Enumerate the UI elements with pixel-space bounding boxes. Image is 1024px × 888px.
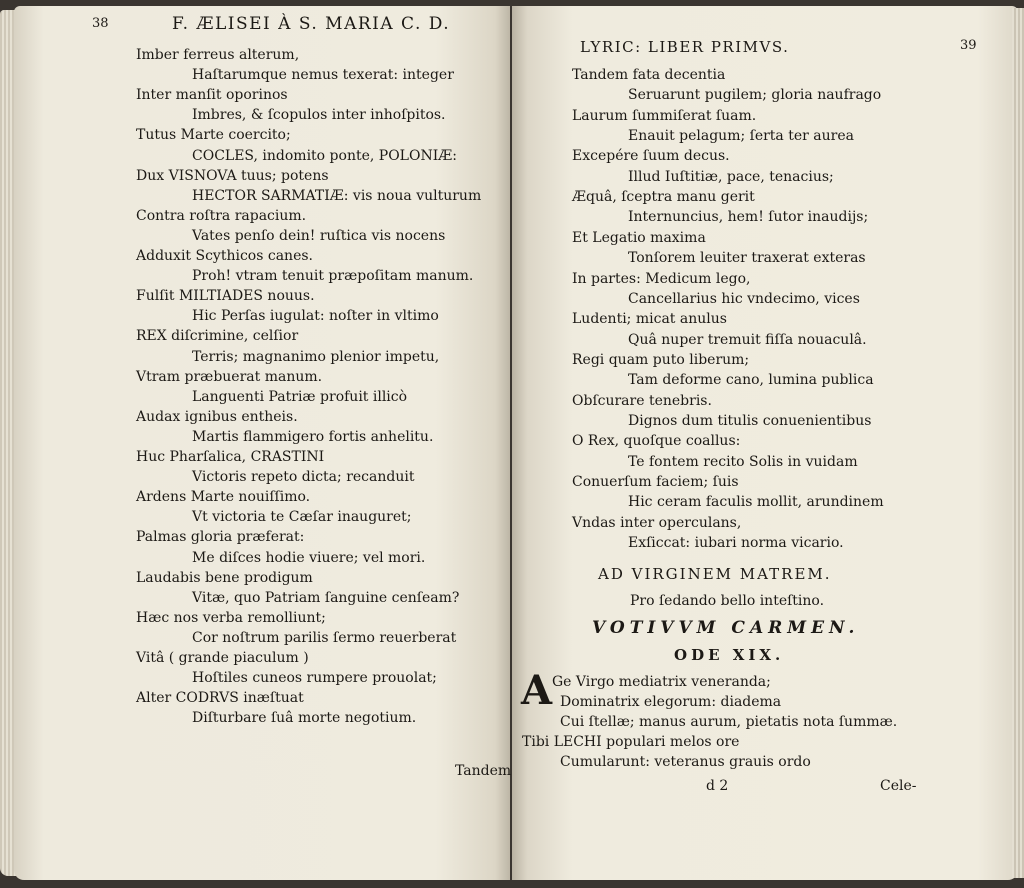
verse-line: Dux VISNOVA tuus; potens — [136, 167, 329, 184]
verse-line: Dignos dum titulis conuenientibus — [628, 412, 872, 429]
verse-line: Tam deforme cano, lumina publica — [628, 372, 874, 389]
verse-line: Contra roſtra rapacium. — [136, 207, 307, 224]
verse-line: Languenti Patriæ profuit illicò — [192, 388, 408, 405]
verse-line: Hic ceram faculis mollit, arundinem — [628, 494, 884, 511]
verse-line: Proh! vtram tenuit præpoſitam manum. — [192, 268, 474, 285]
verse-line: Haſtarumque nemus texerat: integer — [192, 67, 454, 84]
verse-line: Vt victoria te Cæſar inauguret; — [192, 509, 412, 526]
verse-line: Imber ferreus alterum, — [136, 47, 300, 63]
ode-line: Dominatrix elegorum: diadema — [560, 694, 782, 710]
verse-line: Regi quam puto liberum; — [572, 351, 750, 368]
verse-line: Cancellarius hic vndecimo, vices — [628, 290, 860, 307]
ode-line: Cumularunt: veteranus grauis ordo — [560, 754, 811, 770]
verse-line: Vitæ, quo Patriam ſanguine cenſeam? — [192, 589, 460, 606]
verse-line: Laurum ſummiſerat ſuam. — [572, 107, 757, 124]
verse-line: Laudabis bene prodigum — [136, 569, 313, 586]
ode-line: Cui ſtellæ; manus aurum, pietatis nota ſummæ. — [560, 714, 898, 730]
verse-line: Diſturbare ſuâ morte negotium. — [192, 710, 417, 727]
ode-number: ODE XIX. — [674, 646, 785, 664]
verse-line: Martis flammigero fortis anhelitu. — [192, 428, 434, 445]
right-catchword: Cele- — [880, 778, 917, 794]
dedication-heading: AD VIRGINEM MATREM. — [598, 565, 832, 583]
verse-line: Cor noſtrum parilis ſermo reuerberat — [192, 629, 457, 646]
verse-line: Vitâ ( grande piaculum ) — [136, 650, 309, 666]
signature-mark: d 2 — [706, 778, 729, 794]
verse-line: Et Legatio maxima — [572, 229, 706, 246]
right-running-header: LYRIC: LIBER PRIMVS. — [580, 38, 790, 56]
verse-line: Obſcurare tenebris. — [572, 392, 712, 409]
verse-line: Vndas inter operculans, — [572, 514, 742, 531]
verse-line: Hic Perſas iugulat: noſter in vltimo — [192, 308, 439, 325]
verse-line: Ardens Marte nouiſſimo. — [136, 489, 311, 506]
verse-line: REX diſcrimine, celſior — [136, 328, 299, 345]
verse-line: Palmas gloria præferat: — [136, 529, 305, 546]
verse-line: Tonſorem leuiter traxerat exteras — [628, 250, 866, 267]
left-page-number: 38 — [92, 16, 109, 31]
verse-line: Vates penſo dein! ruſtica vis nocens — [192, 227, 446, 244]
page-edges-right — [1012, 8, 1024, 878]
verse-line: Excepére ſuum decus. — [572, 148, 730, 165]
verse-line: Hoſtiles cuneos rumpere prouolat; — [192, 670, 437, 687]
ode-line: Ge Virgo mediatrix veneranda; — [552, 674, 771, 690]
poem-title: VOTIVVM CARMEN. — [592, 618, 860, 638]
left-catchword: Tandem — [455, 763, 512, 779]
verse-line: Audax ignibus entheis. — [136, 408, 298, 425]
dedication-subtitle: Pro ſedando bello inteſtino. — [630, 593, 825, 609]
verse-line: O Rex, quoſque coallus: — [572, 433, 741, 450]
verse-line: Illud Iuſtitiæ, pace, tenacius; — [628, 168, 834, 185]
verse-line: Exſiccat: iubari norma vicario. — [628, 535, 844, 552]
verse-line: Internuncius, hem! ſutor inaudijs; — [628, 209, 869, 226]
verse-line: Seruarunt pugilem; gloria naufrago — [628, 87, 882, 104]
drop-capital: A — [521, 667, 553, 714]
verse-line: Huc Pharſalica, CRASTINI — [136, 449, 325, 465]
verse-line: Æquâ, ſceptra manu gerit — [572, 189, 755, 206]
verse-line: Vtram præbuerat manum. — [136, 368, 323, 385]
verse-line: Tandem fata decentia — [572, 67, 726, 83]
verse-line: Te fontem recito Solis in vuidam — [628, 453, 858, 470]
verse-line: Adduxit Scythicos canes. — [136, 248, 313, 264]
verse-line: Quâ nuper tremuit fiſſa nouaculâ. — [628, 331, 867, 348]
verse-line: Ludenti; micat anulus — [572, 311, 727, 328]
verse-line: Hæc nos verba remolliunt; — [136, 609, 326, 626]
verse-line: In partes: Medicum lego, — [572, 270, 751, 287]
left-running-header: F. ÆLISEI À S. MARIA C. D. — [172, 14, 451, 34]
verse-line: Enauit pelagum; ſerta ter aurea — [628, 128, 854, 145]
verse-line: Conuerſum faciem; ſuis — [572, 474, 739, 490]
verse-line: Terris; magnanimo plenior impetu, — [192, 348, 440, 365]
verse-line: Imbres, & ſcopulos inter inhoſpitos. — [192, 107, 446, 124]
verse-line: COCLES, indomito ponte, POLONIÆ: — [192, 147, 457, 164]
verse-line: Fulſit MILTIADES nouus. — [136, 288, 315, 305]
verse-line: Tutus Marte coercito; — [136, 127, 291, 144]
verse-line: Inter manſit oporinos — [136, 87, 288, 104]
ode-line: Tibi LECHI populari melos ore — [522, 734, 740, 750]
verse-line: Me diſces hodie viuere; vel mori. — [192, 549, 426, 566]
verse-line: Victoris repeto dicta; recanduit — [192, 469, 415, 486]
verse-line: HECTOR SARMATIÆ: vis noua vulturum — [192, 187, 482, 204]
right-page-number: 39 — [960, 38, 977, 53]
verse-line: Alter CODRVS inæſtuat — [136, 690, 304, 707]
